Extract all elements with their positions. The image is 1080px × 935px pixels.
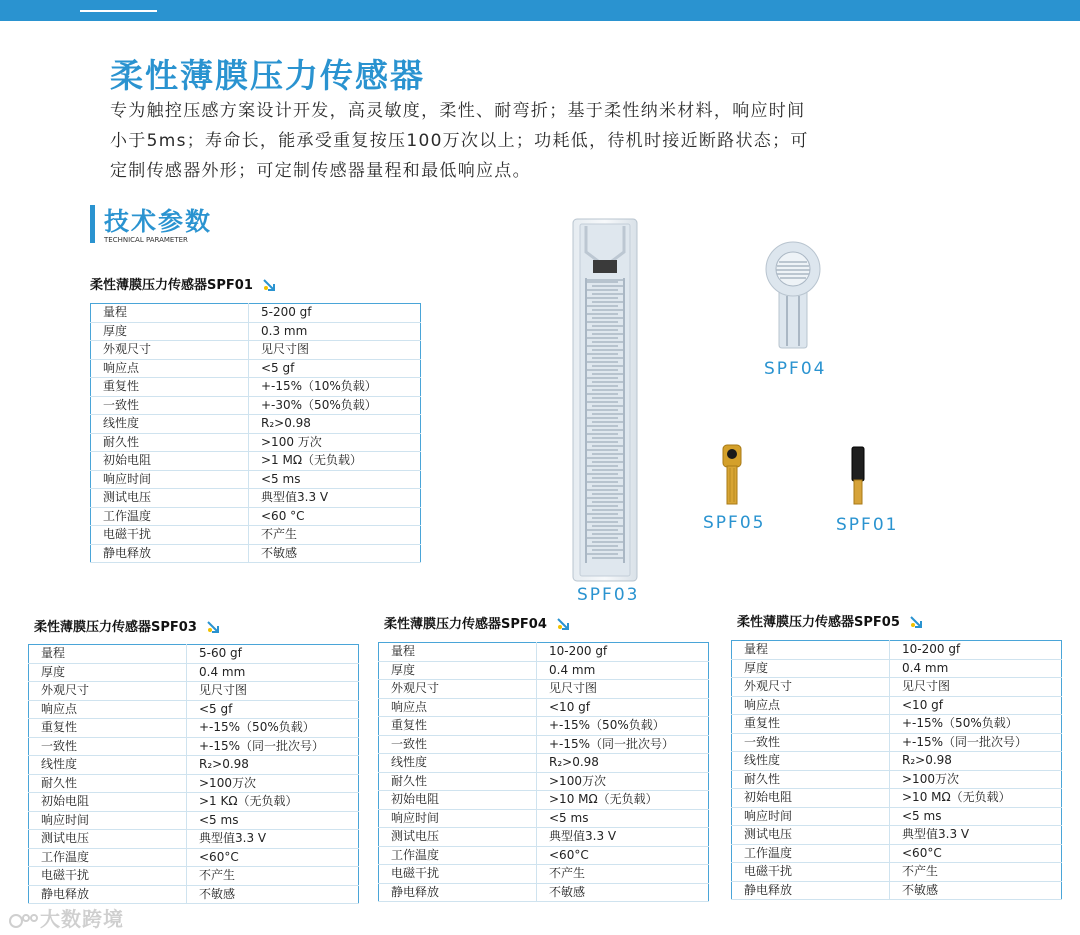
param-name: 响应点 [29, 700, 187, 719]
param-value: +-30%（50%负载） [249, 396, 421, 415]
table-row [91, 526, 421, 545]
param-name: 初始电阻 [379, 791, 537, 810]
param-value: +-15%（同一批次号） [537, 735, 709, 754]
param-name: 响应时间 [379, 809, 537, 828]
param-name: 测试电压 [91, 489, 249, 508]
param-value: <5 ms [187, 811, 359, 830]
param-value: 5-60 gf [187, 645, 359, 664]
param-name: 耐久性 [732, 770, 890, 789]
table-row [29, 867, 359, 886]
table-row [379, 791, 709, 810]
param-name: 电磁干扰 [91, 526, 249, 545]
param-value: +-15%（同一批次号） [890, 733, 1062, 752]
param-name: 工作温度 [29, 848, 187, 867]
param-value: 典型值3.3 V [249, 489, 421, 508]
table-row [732, 733, 1062, 752]
param-value: R₂>0.98 [249, 415, 421, 434]
param-name: 外观尺寸 [379, 680, 537, 699]
param-value: >1 MΩ（无负载） [249, 452, 421, 471]
table-row [91, 544, 421, 563]
table-row [29, 719, 359, 738]
param-value: <10 gf [537, 698, 709, 717]
param-name: 静电释放 [732, 881, 890, 900]
arrow-icon [910, 616, 922, 628]
param-name: 初始电阻 [732, 789, 890, 808]
table-row [732, 659, 1062, 678]
table-title-spf05 [737, 611, 922, 630]
param-name: 外观尺寸 [91, 341, 249, 360]
top-banner [0, 0, 1080, 21]
param-name: 线性度 [91, 415, 249, 434]
param-value: <5 ms [249, 470, 421, 489]
table-row [91, 507, 421, 526]
param-value: >100万次 [187, 774, 359, 793]
param-name: 测试电压 [732, 826, 890, 845]
param-name: 静电释放 [379, 883, 537, 902]
param-value: 不产生 [187, 867, 359, 886]
table-row [379, 828, 709, 847]
arrow-icon [263, 279, 275, 291]
param-name: 一致性 [29, 737, 187, 756]
table-row [732, 863, 1062, 882]
param-name: 响应点 [732, 696, 890, 715]
table-row [732, 807, 1062, 826]
param-name: 量程 [732, 641, 890, 660]
table-title-spf01 [90, 274, 275, 293]
param-name: 重复性 [732, 715, 890, 734]
param-value: <5 ms [890, 807, 1062, 826]
table-title-text: 柔性薄膜压力传感器SPF05 [737, 615, 900, 630]
param-name: 电磁干扰 [732, 863, 890, 882]
param-name: 重复性 [29, 719, 187, 738]
param-name: 耐久性 [91, 433, 249, 452]
table-row [91, 433, 421, 452]
param-value: 0.3 mm [249, 322, 421, 341]
table-title-text: 柔性薄膜压力传感器SPF04 [384, 617, 547, 632]
param-name: 响应时间 [29, 811, 187, 830]
param-name: 测试电压 [379, 828, 537, 847]
product-label-spf04: SPF04 [764, 359, 827, 379]
param-value: R₂>0.98 [187, 756, 359, 775]
param-value: 不敏感 [537, 883, 709, 902]
table-row [379, 809, 709, 828]
param-value: 不敏感 [249, 544, 421, 563]
param-name: 外观尺寸 [732, 678, 890, 697]
product-label-spf01: SPF01 [836, 515, 899, 535]
section-subtitle: TECHNICAL PARAMETER [104, 236, 188, 244]
param-name: 量程 [91, 304, 249, 323]
param-name: 测试电压 [29, 830, 187, 849]
param-value: +-15%（50%负载） [537, 717, 709, 736]
spec-table-spf01 [90, 303, 421, 563]
param-name: 一致性 [732, 733, 890, 752]
param-name: 重复性 [91, 378, 249, 397]
section-title: 技术参数 [104, 207, 213, 236]
param-value: 典型值3.3 V [537, 828, 709, 847]
param-name: 厚度 [379, 661, 537, 680]
table-row [379, 698, 709, 717]
param-value: 见尺寸图 [249, 341, 421, 360]
param-name: 响应点 [91, 359, 249, 378]
spf01-sensor-image [850, 446, 866, 506]
param-name: 厚度 [29, 663, 187, 682]
table-row [379, 643, 709, 662]
table-row [29, 811, 359, 830]
param-name: 厚度 [91, 322, 249, 341]
table-row [91, 415, 421, 434]
table-row [379, 680, 709, 699]
param-value: 10-200 gf [890, 641, 1062, 660]
spec-table-spf04 [378, 642, 709, 902]
table-row [91, 452, 421, 471]
param-value: R₂>0.98 [537, 754, 709, 773]
table-row [91, 378, 421, 397]
table-row [732, 881, 1062, 900]
param-value: <60°C [890, 844, 1062, 863]
param-name: 电磁干扰 [379, 865, 537, 884]
param-value: 典型值3.3 V [187, 830, 359, 849]
param-value: >100万次 [890, 770, 1062, 789]
param-value: <5 ms [537, 809, 709, 828]
param-value: >100 万次 [249, 433, 421, 452]
table-row [91, 341, 421, 360]
param-name: 一致性 [91, 396, 249, 415]
product-label-spf05: SPF05 [703, 513, 766, 533]
param-value: 见尺寸图 [537, 680, 709, 699]
table-row [29, 848, 359, 867]
table-row [379, 846, 709, 865]
table-row [379, 865, 709, 884]
table-row [732, 696, 1062, 715]
param-name: 响应时间 [91, 470, 249, 489]
section-marker [90, 205, 95, 243]
param-name: 工作温度 [732, 844, 890, 863]
product-label-spf03: SPF03 [577, 585, 640, 605]
param-value: >10 MΩ（无负载） [537, 791, 709, 810]
table-row [732, 641, 1062, 660]
table-row [732, 715, 1062, 734]
table-row [379, 754, 709, 773]
param-value: <60°C [537, 846, 709, 865]
param-name: 重复性 [379, 717, 537, 736]
table-row [732, 752, 1062, 771]
page-title: 柔性薄膜压力传感器 [110, 56, 425, 95]
table-row [29, 885, 359, 904]
param-value: 0.4 mm [890, 659, 1062, 678]
param-name: 工作温度 [379, 846, 537, 865]
param-name: 量程 [379, 643, 537, 662]
param-value: <5 gf [187, 700, 359, 719]
param-name: 静电释放 [91, 544, 249, 563]
param-value: +-15%（同一批次号） [187, 737, 359, 756]
table-row [379, 772, 709, 791]
param-name: 厚度 [732, 659, 890, 678]
table-row [29, 645, 359, 664]
watermark-text: 大数跨境 [40, 907, 124, 931]
table-row [29, 793, 359, 812]
spf04-sensor-image [763, 240, 823, 350]
param-value: <10 gf [890, 696, 1062, 715]
table-row [379, 735, 709, 754]
table-row [732, 789, 1062, 808]
table-row [379, 883, 709, 902]
param-value: 不敏感 [187, 885, 359, 904]
spec-table-spf05 [731, 640, 1062, 900]
param-value: 0.4 mm [537, 661, 709, 680]
table-title-text: 柔性薄膜压力传感器SPF01 [90, 278, 253, 293]
param-value: <5 gf [249, 359, 421, 378]
param-name: 外观尺寸 [29, 682, 187, 701]
table-row [91, 489, 421, 508]
intro-line: 小于5ms；寿命长，能承受重复按压100万次以上；功耗低，待机时接近断路状态；可 [110, 131, 809, 151]
param-name: 线性度 [29, 756, 187, 775]
intro-paragraph [110, 96, 810, 186]
param-name: 线性度 [379, 754, 537, 773]
param-value: 不产生 [890, 863, 1062, 882]
table-row [732, 678, 1062, 697]
spf05-sensor-image [721, 444, 743, 506]
param-name: 工作温度 [91, 507, 249, 526]
param-value: >100万次 [537, 772, 709, 791]
table-title-spf03 [34, 616, 219, 635]
param-value: R₂>0.98 [890, 752, 1062, 771]
param-value: 见尺寸图 [890, 678, 1062, 697]
param-name: 电磁干扰 [29, 867, 187, 886]
param-value: 0.4 mm [187, 663, 359, 682]
table-row [29, 830, 359, 849]
param-value: 10-200 gf [537, 643, 709, 662]
table-row [732, 826, 1062, 845]
table-row [379, 661, 709, 680]
intro-line: 定制传感器外形；可定制传感器量程和最低响应点。 [110, 161, 531, 181]
top-banner-accent-line [80, 10, 157, 12]
param-name: 一致性 [379, 735, 537, 754]
param-value: >10 MΩ（无负载） [890, 789, 1062, 808]
param-value: <60°C [187, 848, 359, 867]
table-row [91, 359, 421, 378]
param-value: >1 KΩ（无负载） [187, 793, 359, 812]
param-name: 初始电阻 [91, 452, 249, 471]
param-value: 不产生 [537, 865, 709, 884]
table-row [29, 756, 359, 775]
param-name: 初始电阻 [29, 793, 187, 812]
param-name: 线性度 [732, 752, 890, 771]
spec-table-spf03 [28, 644, 359, 904]
param-name: 响应时间 [732, 807, 890, 826]
table-row [379, 717, 709, 736]
param-name: 量程 [29, 645, 187, 664]
param-value: 不敏感 [890, 881, 1062, 900]
table-row [29, 700, 359, 719]
table-row [91, 322, 421, 341]
table-row [29, 774, 359, 793]
param-name: 耐久性 [379, 772, 537, 791]
param-name: 耐久性 [29, 774, 187, 793]
table-row [732, 844, 1062, 863]
param-value: 5-200 gf [249, 304, 421, 323]
spf03-sensor-image [572, 218, 638, 582]
param-value: <60 °C [249, 507, 421, 526]
arrow-icon [207, 621, 219, 633]
intro-line: 专为触控压感方案设计开发，高灵敏度，柔性、耐弯折；基于柔性纳米材料，响应时间 [110, 101, 806, 121]
table-row [91, 304, 421, 323]
table-row [29, 737, 359, 756]
table-row [732, 770, 1062, 789]
param-value: +-15%（50%负载） [187, 719, 359, 738]
table-row [29, 663, 359, 682]
table-title-spf04 [384, 613, 569, 632]
watermark-logo-icon [8, 912, 40, 930]
param-value: 见尺寸图 [187, 682, 359, 701]
table-row [91, 470, 421, 489]
table-row [91, 396, 421, 415]
param-value: +-15%（50%负载） [890, 715, 1062, 734]
watermark [8, 903, 124, 932]
param-value: +-15%（10%负载） [249, 378, 421, 397]
param-name: 静电释放 [29, 885, 187, 904]
arrow-icon [557, 618, 569, 630]
param-value: 不产生 [249, 526, 421, 545]
param-value: 典型值3.3 V [890, 826, 1062, 845]
table-row [29, 682, 359, 701]
table-title-text: 柔性薄膜压力传感器SPF03 [34, 620, 197, 635]
param-name: 响应点 [379, 698, 537, 717]
